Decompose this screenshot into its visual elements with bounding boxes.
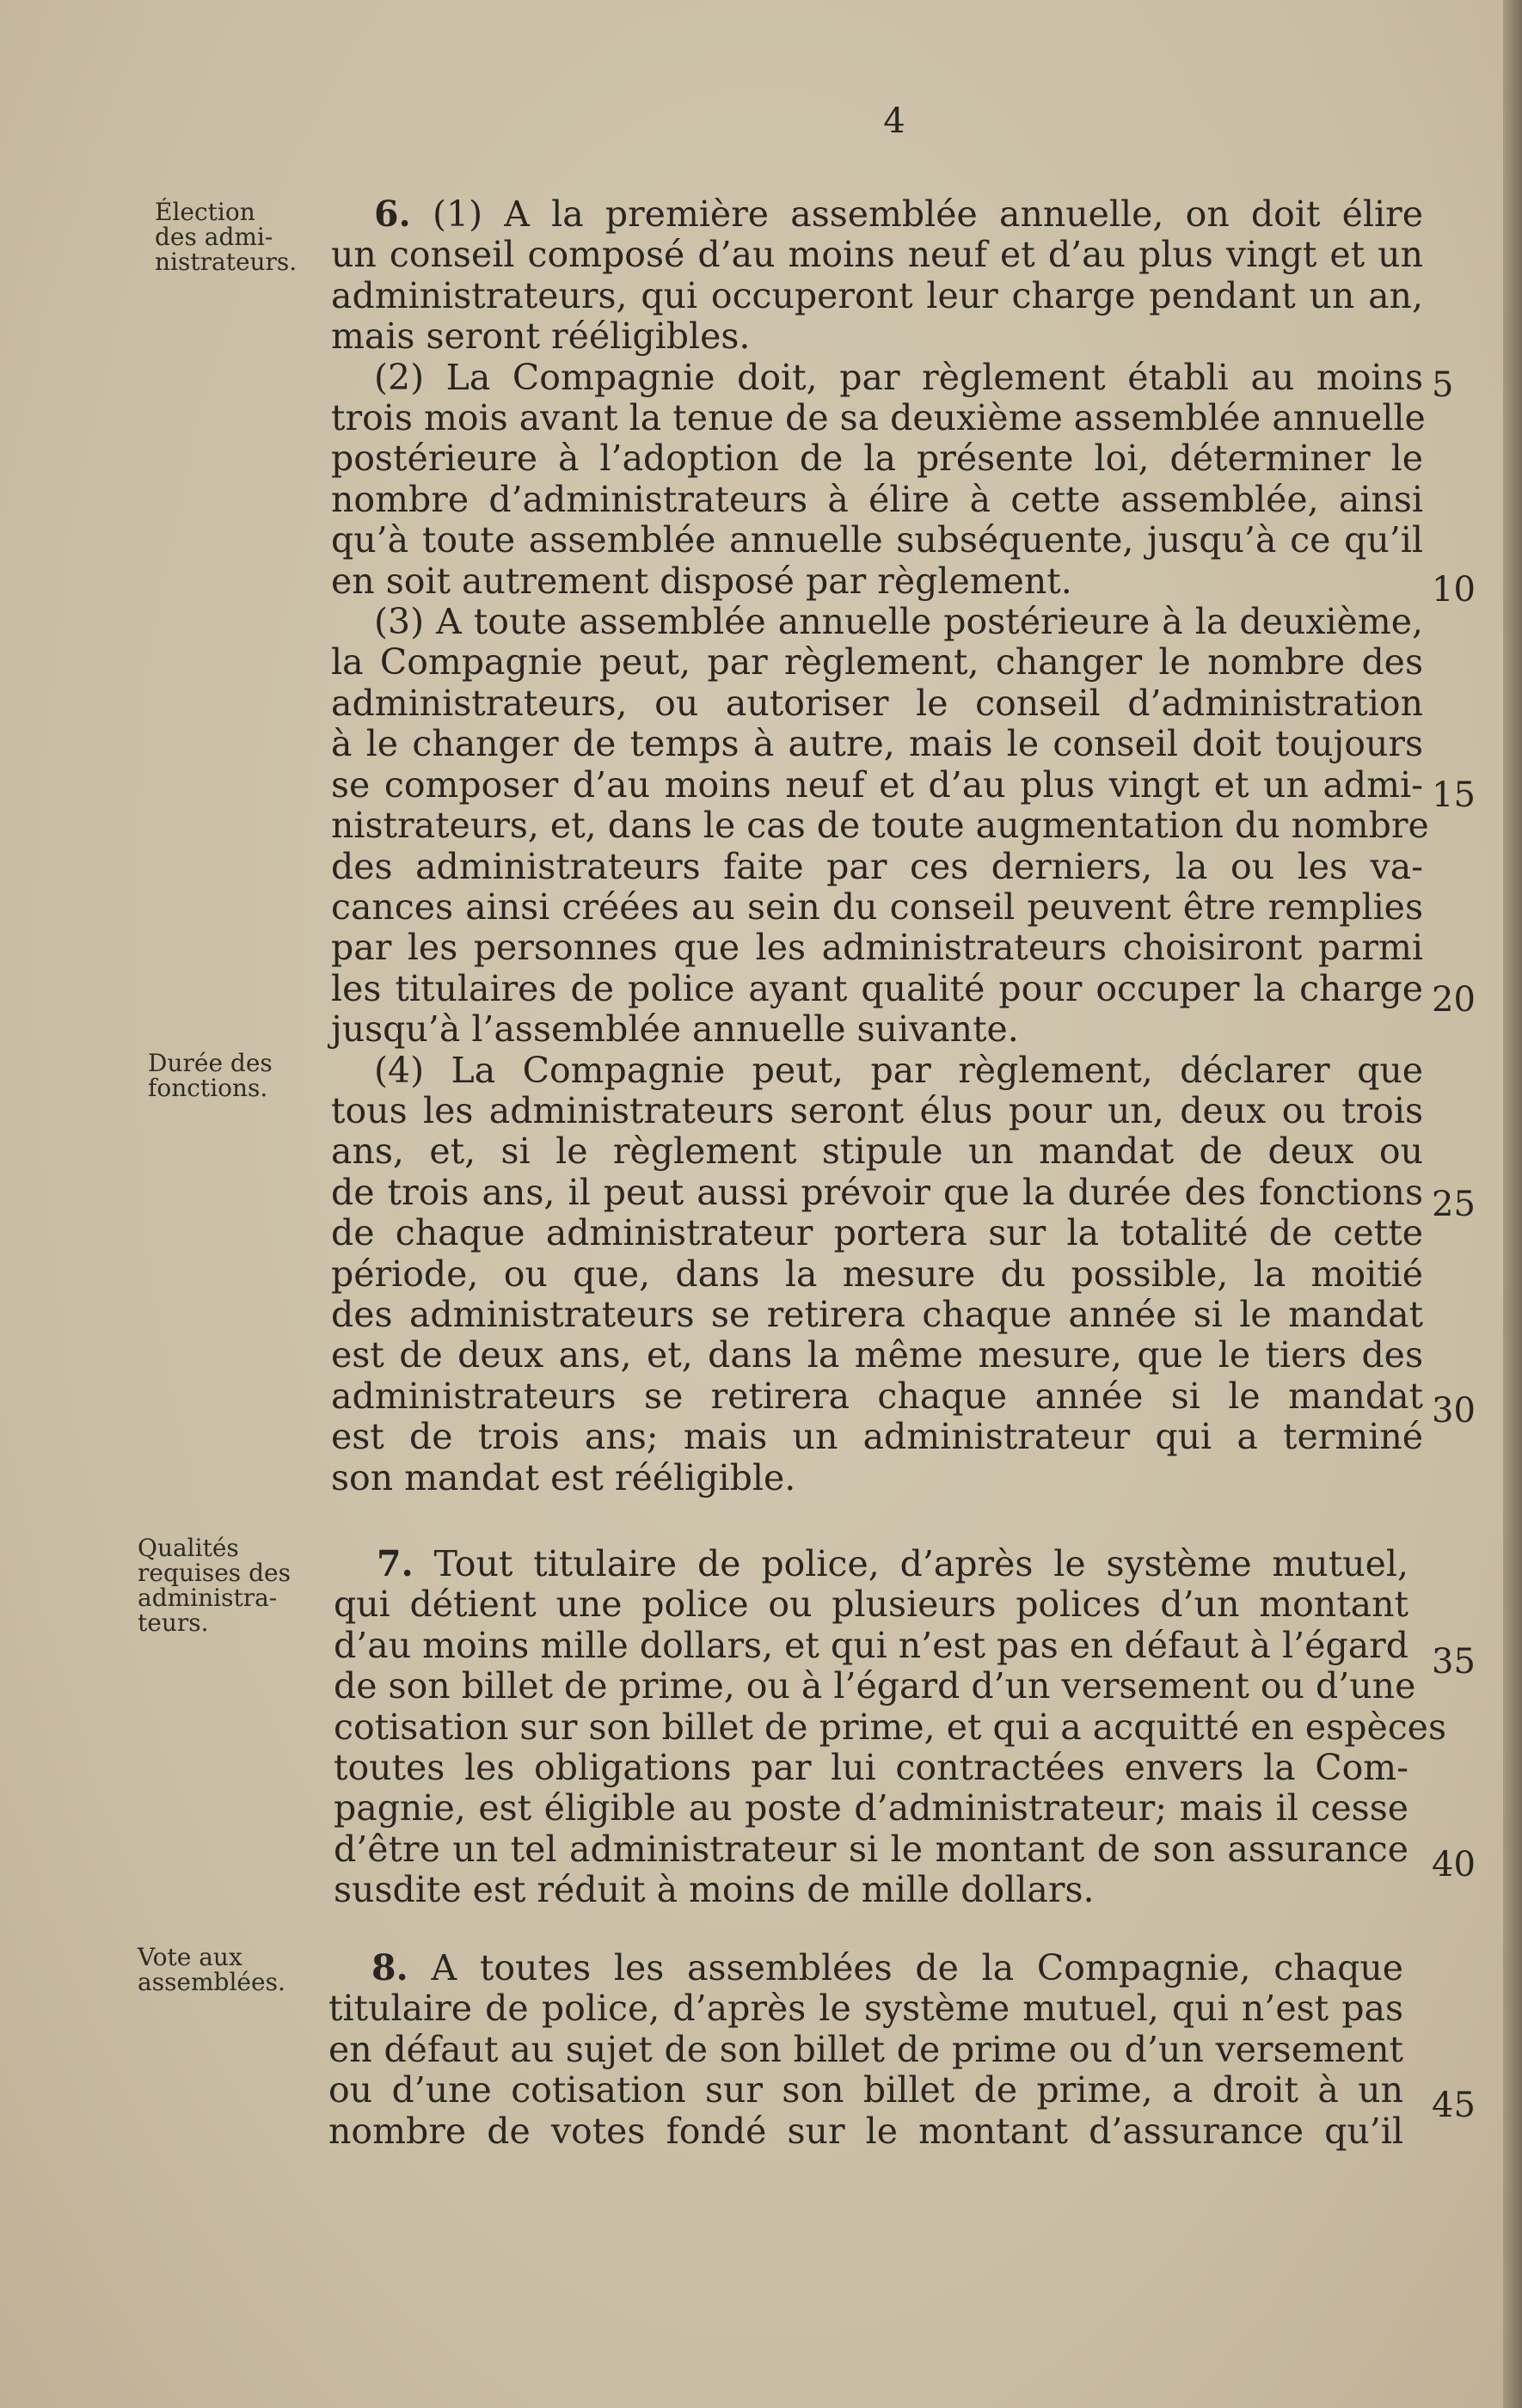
- line-text: par les personnes que les administrateurs choisiront parmi: [331, 927, 1423, 969]
- line-text: postérieure à l’adoption de la présente loi, déterminer le: [331, 438, 1423, 480]
- section-number: 7.: [377, 1543, 414, 1584]
- line-text: (2) La Compagnie doit, par règlement établi au moins: [374, 356, 1423, 398]
- line-text: qu’à toute assemblée annuelle subséquente, jusqu’à ce qu’il: [331, 519, 1423, 561]
- line-text: un conseil composé d’au moins neuf et d’au plus vingt et un: [331, 234, 1423, 276]
- line-text: trois mois avant la tenue de sa deuxième assemblée annuelle: [331, 397, 1426, 439]
- line-text: (3) A toute assemblée annuelle postérieure à la deuxième,: [374, 601, 1423, 643]
- text-line: [331, 928, 1423, 968]
- text-line: [331, 1376, 1423, 1417]
- text-line: [331, 1051, 1423, 1091]
- text-line: [334, 1706, 1446, 1748]
- text-line: [331, 1213, 1423, 1253]
- text-line: [331, 235, 1423, 275]
- section-8-text: [328, 1948, 1403, 2152]
- line-text: qui détient une police ou plusieurs polices d’un montant: [334, 1584, 1408, 1626]
- section-number: 6.: [374, 193, 411, 235]
- text-line: [331, 276, 1423, 316]
- line-text: d’être un tel administrateur si le montant de son assurance: [334, 1828, 1408, 1870]
- text-line: [331, 1295, 1423, 1335]
- text-line: [334, 1748, 1408, 1788]
- text-line: [331, 724, 1423, 764]
- text-line: [334, 1626, 1408, 1666]
- text-line: [331, 1091, 1423, 1131]
- text-line: [334, 1788, 1408, 1829]
- line-text: administrateurs se retirera chaque année si le mandat: [331, 1375, 1423, 1417]
- line-text: nombre de votes fondé sur le montant d’assurance qu’il: [328, 2110, 1403, 2152]
- text-line: [331, 438, 1423, 479]
- line-text: pagnie, est éligible au poste d’administrateur; mais il cesse: [334, 1787, 1408, 1829]
- text-line: [331, 1335, 1423, 1376]
- line-text: est de trois ans; mais un administrateur qui a terminé: [331, 1416, 1423, 1458]
- line-number: 15: [1432, 775, 1476, 815]
- text-line: [331, 683, 1423, 724]
- line-number: 10: [1432, 570, 1476, 610]
- line-text: administrateurs, ou autoriser le conseil d’administration: [331, 682, 1423, 724]
- line-text: d’au moins mille dollars, et qui n’est pas en défaut à l’égard: [334, 1624, 1408, 1666]
- text-line: [334, 1870, 1408, 1910]
- page-number: 4: [883, 101, 905, 141]
- text-line: [334, 1544, 1408, 1584]
- line-text: ou d’une cotisation sur son billet de prime, a droit à un: [328, 2069, 1403, 2111]
- section-6-text: [331, 193, 1429, 1498]
- line-number: 35: [1432, 1642, 1476, 1682]
- text-line: [328, 2030, 1403, 2070]
- text-line: [328, 2111, 1403, 2152]
- line-text: en soit autrement disposé par règlement.: [331, 560, 1072, 602]
- line-text: tous les administrateurs seront élus pour un, deux ou trois: [331, 1089, 1423, 1131]
- line-text: ans, et, si le règlement stipule un mandat de deux ou: [331, 1130, 1423, 1173]
- text-line: [331, 805, 1429, 847]
- text-line: [331, 480, 1423, 520]
- text-line: [331, 561, 1423, 602]
- text-line: [331, 397, 1426, 439]
- line-text: (1) A la première assemblée annuelle, on doit élire: [410, 193, 1423, 235]
- line-text: période, ou que, dans la mesure du possible, la moitié: [331, 1253, 1423, 1295]
- line-text: mais seront rééligibles.: [331, 316, 751, 358]
- line-text: nombre d’administrateurs à élire à cette assemblée, ainsi: [331, 478, 1423, 520]
- line-text: en défaut au sujet de son billet de prime ou d’un versement: [328, 2028, 1403, 2070]
- margin-note-election: Élection des admi- nistrateurs.: [155, 198, 298, 276]
- text-line: [331, 194, 1423, 235]
- line-text: administrateurs, qui occuperont leur charge pendant un an,: [331, 274, 1423, 316]
- line-text: des administrateurs faite par ces derniers, la ou les va-: [331, 845, 1423, 887]
- line-text: les titulaires de police ayant qualité pour occuper la charge: [331, 967, 1423, 1009]
- line-text: des administrateurs se retirera chaque année si le mandat: [331, 1293, 1423, 1335]
- text-line: [331, 520, 1423, 561]
- text-line: [331, 602, 1423, 642]
- section-number: 8.: [371, 1947, 408, 1988]
- text-line: [331, 1458, 1423, 1498]
- line-text: son mandat est rééligible.: [331, 1456, 796, 1498]
- line-number: 45: [1432, 2086, 1476, 2125]
- line-text: toutes les obligations par lui contractées envers la Com-: [334, 1747, 1408, 1789]
- text-line: [328, 1988, 1403, 2029]
- text-line: [334, 1665, 1416, 1707]
- text-line: [334, 1584, 1408, 1625]
- line-text: se composer d’au moins neuf et d’au plus vingt et un admi-: [331, 763, 1423, 806]
- margin-note-vote: Vote aux assemblées.: [138, 1943, 285, 1996]
- page-edge-shadow: [1503, 0, 1522, 2408]
- text-line: [331, 1131, 1423, 1172]
- text-line: [331, 1173, 1423, 1213]
- text-line: [334, 1829, 1408, 1870]
- line-text: est de deux ans, et, dans la même mesure, que le tiers des: [331, 1334, 1423, 1376]
- text-line: [331, 1254, 1423, 1295]
- line-text: de chaque administrateur portera sur la totalité de cette: [331, 1212, 1423, 1254]
- line-text: titulaire de police, d’après le système mutuel, qui n’est pas: [328, 1988, 1403, 2030]
- line-text: la Compagnie peut, par règlement, changer le nombre des: [331, 641, 1423, 683]
- text-line: [328, 1948, 1403, 1988]
- text-line: [331, 847, 1423, 887]
- line-text: cotisation sur son billet de prime, et qui a acquitté en espèces: [334, 1706, 1446, 1748]
- text-line: [331, 642, 1423, 683]
- line-text: susdite est réduit à moins de mille dollars.: [334, 1869, 1095, 1911]
- text-line: [331, 765, 1423, 806]
- line-number: 5: [1432, 365, 1454, 405]
- text-line: [331, 887, 1423, 928]
- line-text: A toutes les assemblées de la Compagnie, chaque: [408, 1947, 1403, 1988]
- line-text: de son billet de prime, ou à l’égard d’un versement ou d’une: [334, 1665, 1416, 1707]
- line-text: (4) La Compagnie peut, par règlement, déclarer que: [374, 1049, 1423, 1091]
- line-text: nistrateurs, et, dans le cas de toute augmentation du nombre: [331, 805, 1429, 847]
- text-line: [331, 316, 1423, 357]
- line-text: cances ainsi créées au sein du conseil peuvent être remplies: [331, 885, 1423, 928]
- line-number: 40: [1432, 1845, 1476, 1884]
- line-text: à le changer de temps à autre, mais le conseil doit toujours: [331, 723, 1423, 765]
- margin-note-qualites: Qualités requises des administra- teurs.: [138, 1534, 291, 1637]
- line-text: Tout titulaire de police, d’après le système mutuel,: [413, 1543, 1408, 1584]
- margin-note-duree: Durée des fonctions.: [148, 1049, 273, 1102]
- line-number: 20: [1432, 980, 1476, 1020]
- text-line: [331, 1009, 1423, 1050]
- text-line: [328, 2070, 1403, 2111]
- line-text: jusqu’à l’assemblée annuelle suivante.: [331, 1008, 1019, 1051]
- text-line: [331, 358, 1423, 398]
- text-line: [331, 1417, 1423, 1457]
- line-number: 30: [1432, 1391, 1476, 1431]
- text-line: [331, 969, 1423, 1009]
- line-text: de trois ans, il peut aussi prévoir que la durée des fonctions: [331, 1171, 1423, 1213]
- section-7-text: [334, 1543, 1446, 1911]
- line-number: 25: [1432, 1185, 1476, 1224]
